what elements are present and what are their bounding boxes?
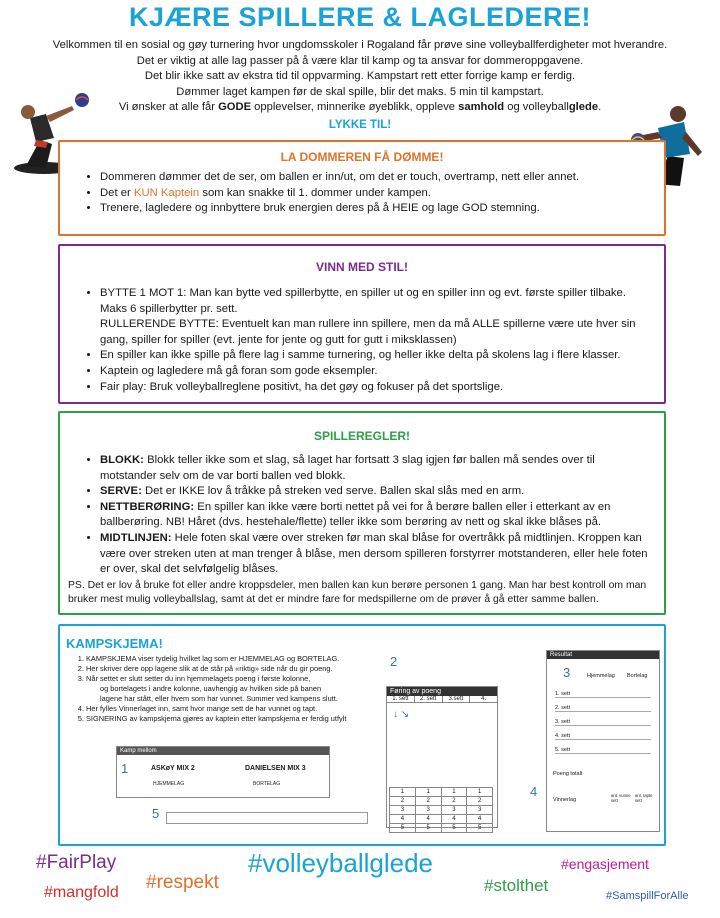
poeng-number-2: 2 xyxy=(390,654,398,669)
hashtag-engasjement: #engasjement xyxy=(561,856,649,872)
kampskjema-title: KAMPSKJEMA! xyxy=(66,636,163,651)
vinn-med-stil-box xyxy=(58,244,666,404)
resultat-form xyxy=(546,650,660,832)
kun-kaptein-highlight: KUN Kaptein xyxy=(133,186,200,199)
form-number-1: 1 xyxy=(121,761,129,776)
lost-sets-label: ant. tapte sett xyxy=(635,793,653,803)
poeng-header: Føring av poeng xyxy=(387,687,497,696)
dommer-list xyxy=(60,170,664,217)
home-label: HJEMMELAG xyxy=(153,781,185,787)
hashtag-stolthet: #stolthet xyxy=(484,876,549,895)
resultat-row: 1. sett xyxy=(555,691,651,698)
resultat-row: 3. sett xyxy=(555,719,651,726)
intro-line-4: Vi ønsker at alle får GODE opplevelser, minnerike øyeblikk, oppleve samhold og volleyballglede. xyxy=(118,101,602,113)
signature-line xyxy=(166,812,368,824)
spilleregler-box xyxy=(58,411,666,615)
hashtag-samspillforalle: #SamspillForAlle xyxy=(606,890,689,902)
list-item: • SERVE: Det er IKKE lov å tråkke på streken ved serve. Ballen skal slås med en arm. xyxy=(100,484,652,500)
away-label: BORTELAG xyxy=(253,781,281,787)
poeng-grid: 1 1 1 1 2 2 2 2 3 3 3 3 4 4 4 4 5 5 5 5 xyxy=(389,787,493,833)
hashtag-volleyballglede: #volleyballglede xyxy=(248,848,434,878)
intro-line-3: Dømmer laget kampen før de skal spille, blir det maks. 5 min til kampstart. xyxy=(176,85,544,98)
resultat-row: 4. sett xyxy=(555,733,651,740)
resultat-away-label: Bortelag xyxy=(627,673,648,679)
list-item: • Trenere, lagledere og innbyttere bruk energien deres på å HEIE og lage GOD stemning. xyxy=(100,201,652,217)
kampskjema-steps xyxy=(66,654,386,724)
resultat-number-4: 4 xyxy=(530,784,538,799)
dommer-box xyxy=(58,140,666,236)
dommer-title: LA DOMMEREN FÅ DØMME! xyxy=(280,150,444,164)
list-item: • BLOKK: Blokk teller ikke som et slag, så laget har fortsatt 3 slag igjen før ballen må sendes over til motstander selv om de var borti ballen ved blokk. xyxy=(100,453,652,484)
list-item: 4. Her fylles Vinnerlaget inn, samt hvor mange sett de har vunnet og tapt. xyxy=(86,704,386,714)
list-item: • Det er KUN Kaptein som kan snakke til 1. dommer under kampen. xyxy=(100,186,652,202)
hashtag-fairplay: #FairPlay xyxy=(36,852,117,873)
list-item: • Dommeren dømmer det de ser, om ballen er inn/ut, om det er touch, overtramp, nett eller annet. xyxy=(100,170,652,186)
list-item: • En spiller kan ikke spille på flere lag i samme turnering, og heller ikke delta på skolens lag i flere klasser. xyxy=(100,348,652,364)
kampskjema-box xyxy=(58,624,666,846)
regler-list xyxy=(60,453,664,578)
lykke-til: LYKKE TIL! xyxy=(328,119,392,131)
intro-line-2: Det blir ikke satt av ekstra tid til oppvarming. Kampstart rett etter forrige kamp er ferdig. xyxy=(144,70,576,82)
away-team-name: DANIELSEN MIX 3 xyxy=(245,765,306,772)
list-item: • NETTBERØRING: En spiller kan ikke være borti nettet på vei for å berøre ballen eller i etterkant av en ballberøring. NB! Håret (dvs. hestehale/flette) teller ikke som berøring av nett og skal ikke blåses på. xyxy=(100,500,652,531)
vinnerlag-label: Vinnerlag xyxy=(553,797,577,803)
home-team-name: ASKøY MIX 2 xyxy=(151,765,195,772)
poeng-col: 2. sett xyxy=(415,696,443,702)
poeng-columns xyxy=(387,696,497,703)
hashtag-respekt: #respekt xyxy=(146,872,219,893)
vinn-med-stil-title: VINN MED STIL! xyxy=(316,260,408,274)
intro-line-1: Velkommen til en sosial og gøy turnering hvor ungdomsskoler i Rogaland får prøve sine volleyballferdigheter mot hverandre. Det er viktig at alle lag passer på å være klar til kamp og ta ansvar for dommeroppgavene. xyxy=(52,39,668,67)
ps-note: PS. Det er lov å bruke fot eller andre kroppsdeler, men ballen kan kun berøre personen 1 gang. Man har best kontroll om man bruker mest mulig volleyballslag, samt at det er mindre fare for medspillerne om de prøver å gå etter samme ballen. xyxy=(68,579,647,606)
resultat-header: Resultat xyxy=(547,651,659,659)
poeng-form xyxy=(386,686,498,831)
list-item: • MIDTLINJEN: Hele foten skal være over streken før man skal blåse for overtråkk på midtlinjen. Kroppen kan være over streken uten at man trenger å blåse, men dersom spilleren forstyrrer motstanderen, eller hele foten er over, skal det selvfølgelig blåses. xyxy=(100,531,652,578)
hashtag-mangfold: #mangfold xyxy=(44,884,119,901)
resultat-row: 2. sett xyxy=(555,705,651,712)
poeng-col: 4. xyxy=(481,696,487,702)
stil-list xyxy=(60,286,664,395)
resultat-number-3: 3 xyxy=(563,665,571,680)
list-item: 2. Her skriver dere opp lagene slik at de står på «riktig» side når du gir poeng. xyxy=(86,664,386,674)
resultat-row: 5. sett xyxy=(555,747,651,754)
spilleregler-title: SPILLEREGLER! xyxy=(313,429,410,443)
list-item-continued: RULLERENDE BYTTE: Eventuelt kan man rullere inn spillere, men da må ALLE spillerne være ute hver sin gang, spiller for spiller (evt. jente for jente og gutt for gutt i miksklassen) xyxy=(100,318,636,346)
list-item: 3. Når settet er slutt setter du inn hjemmelagets poeng i første kolonne, og bortelagets i andre kolonne, uavhengig av hvilken side på banen lagene har stått, eller hvem som har vunnet. Summer ved kampens slutt. xyxy=(86,674,386,704)
resultat-home-label: Hjemmelag xyxy=(587,673,615,679)
poeng-arrow-icon: ↓ ↘ xyxy=(393,709,410,720)
list-item: 1. KAMPSKJEMA viser tydelig hvilket lag som er HJEMMELAG og BORTELAG. xyxy=(86,654,386,664)
poeng-totalt-label: Poeng totalt xyxy=(553,771,583,777)
form-number-5: 5 xyxy=(152,806,160,821)
poeng-col: 3.sett xyxy=(443,696,471,702)
won-sets-label: ant. vunne sett xyxy=(611,793,631,803)
intro-text xyxy=(50,38,670,116)
poeng-col: 1. sett xyxy=(387,696,415,702)
page-title: KJÆRE SPILLERE & LAGLEDERE! xyxy=(128,2,592,32)
list-item: 5. SIGNERING av kampskjema gjøres av kaptein etter kampskjema er ferdig utfylt xyxy=(86,714,386,724)
list-item: • BYTTE 1 MOT 1: Man kan bytte ved spillerbytte, en spiller ut og en spiller inn og evt. første spiller tilbake. Maks 6 spillerbytter pr. sett. xyxy=(100,286,652,317)
list-item: • Fair play: Bruk volleyballreglene positivt, ha det gøy og fokuser på det sportslige. xyxy=(100,380,652,396)
kamp-mellom-form xyxy=(116,746,330,798)
kamp-mellom-header: Kamp mellom xyxy=(117,747,329,755)
list-item: • Kaptein og lagledere må gå foran som gode eksempler. xyxy=(100,364,652,380)
